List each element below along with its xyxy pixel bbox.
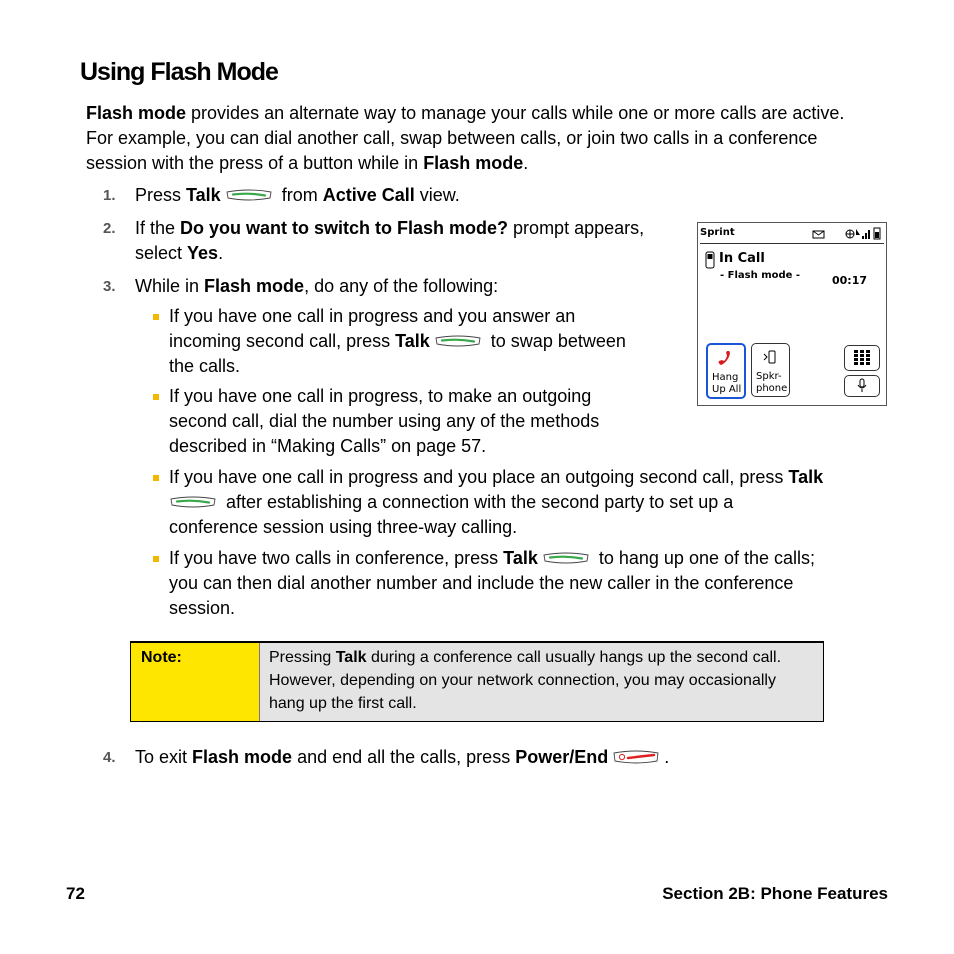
keypad-icon — [853, 349, 871, 366]
keypad-button[interactable] — [844, 345, 880, 371]
talk-key-icon — [225, 189, 273, 201]
talk-key-icon — [434, 335, 482, 347]
call-timer: 00:17 — [832, 274, 868, 287]
red-phone-icon — [717, 349, 733, 367]
hang-up-all-button[interactable]: Hang Up All — [706, 343, 746, 399]
status-icons — [803, 225, 883, 241]
power-end-key-icon — [612, 750, 660, 764]
note-text: Pressing Talk during a conference call usually hangs up the second call. However, depending on your network connection, you may occasionally hang up the first call. — [260, 643, 823, 721]
note-box — [130, 641, 824, 722]
flash-mode-label: - Flash mode - — [720, 270, 801, 281]
mute-button[interactable] — [844, 375, 880, 397]
carrier-label: Sprint — [700, 227, 735, 238]
intro-paragraph: Flash mode provides an alternate way to manage your calls while one or more calls are active. For example, you can dial another call, swap between calls, or join two calls in a conference session with the press of a button while in Flash mode. — [86, 103, 845, 173]
page-number: 72 — [66, 884, 85, 903]
call-status: In Call — [719, 251, 765, 266]
section-label: Section 2B: Phone Features — [662, 884, 888, 903]
phone-screen-image — [697, 222, 887, 406]
speakerphone-icon — [762, 348, 778, 366]
page-title: Using Flash Mode — [80, 58, 278, 86]
microphone-icon — [856, 378, 868, 394]
handset-icon — [705, 251, 715, 269]
note-label: Note: — [131, 643, 260, 721]
talk-key-icon — [542, 552, 590, 564]
talk-key-icon — [169, 496, 217, 508]
speakerphone-button[interactable]: Spkr- phone — [751, 343, 790, 397]
